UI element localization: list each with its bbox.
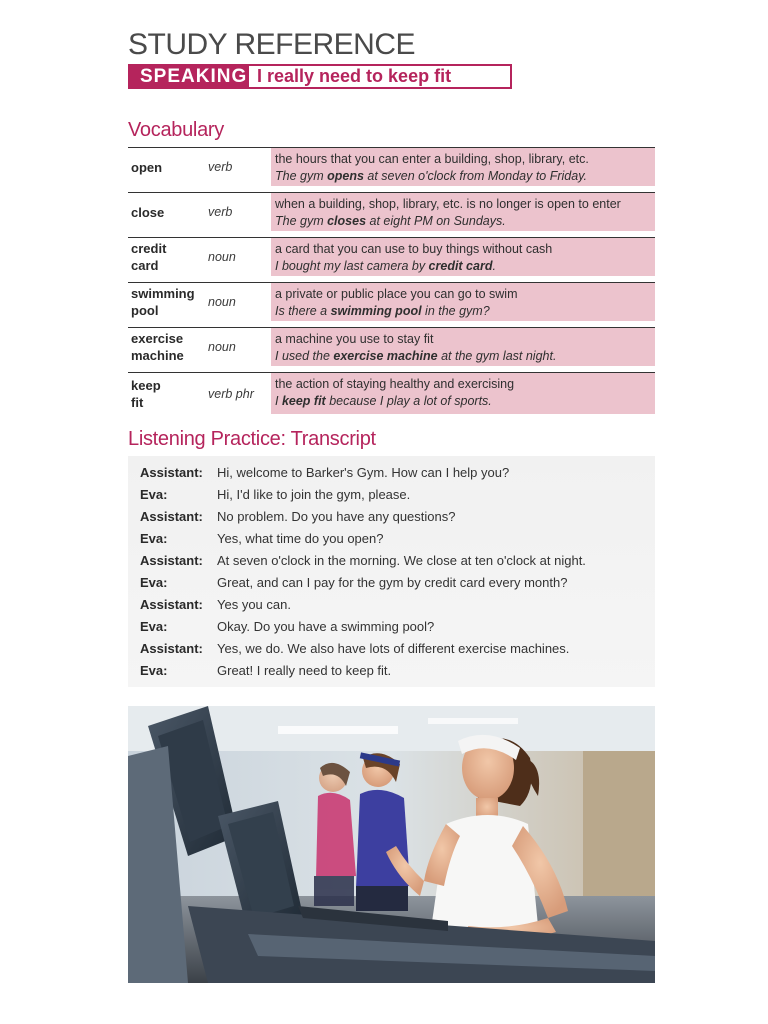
example-text: I bought my last camera by [275, 259, 429, 273]
transcript-utterance: Great! I really need to keep fit. [217, 662, 392, 678]
transcript-line [128, 593, 655, 615]
transcript-box [128, 456, 655, 687]
transcript-utterance: Great, and can I pay for the gym by credit card every month? [217, 574, 568, 590]
example-keyword: keep fit [281, 394, 326, 408]
transcript-line [128, 571, 655, 593]
example-keyword: opens [327, 169, 364, 183]
vocab-example [275, 213, 651, 230]
vocab-row [128, 192, 655, 231]
vocab-definition: when a building, shop, library, etc. is no longer is open to enter [275, 197, 621, 211]
vocab-definition-cell [271, 193, 655, 231]
section-tag: SPEAKING [130, 66, 249, 87]
gym-treadmill-photo [128, 706, 655, 983]
vocab-example [275, 393, 651, 410]
vocab-part-of-speech: verb [208, 205, 233, 219]
transcript-line [128, 505, 655, 527]
vocab-part-of-speech: noun [208, 340, 236, 354]
transcript-speaker: Eva: [140, 662, 168, 678]
vocab-word [128, 238, 208, 276]
vocab-word-line: card [131, 258, 159, 273]
transcript-speaker: Assistant: [140, 508, 203, 524]
transcript-speaker: Assistant: [140, 640, 203, 656]
vocab-word-line: close [131, 204, 165, 220]
transcript-line [128, 461, 655, 483]
listening-heading: Listening Practice: Transcript [128, 428, 376, 450]
example-text: because I play a lot of sports. [325, 394, 492, 408]
transcript-speaker: Eva: [140, 618, 168, 634]
study-reference-page [128, 28, 655, 687]
vocab-row [128, 147, 655, 186]
transcript-utterance: Hi, I'd like to join the gym, please. [217, 486, 411, 502]
vocab-part-of-speech: noun [208, 295, 236, 309]
transcript-utterance: Yes, we do. We also have lots of different exercise machines. [217, 640, 570, 656]
example-text: at the gym last night. [437, 349, 557, 363]
vocab-word-line: credit [131, 241, 167, 256]
vocab-row [128, 282, 655, 321]
vocab-definition-cell [271, 283, 655, 321]
vocab-word-line: swimming [131, 286, 195, 301]
vocab-part-of-speech: verb phr [208, 386, 254, 401]
vocab-definition: the hours that you can enter a building, shop, library, etc. [275, 152, 589, 166]
example-keyword: exercise machine [333, 349, 438, 363]
transcript-line [128, 549, 655, 571]
transcript-utterance: At seven o'clock in the morning. We close at ten o'clock at night. [217, 552, 586, 568]
vocab-definition: the action of staying healthy and exercising [275, 377, 515, 391]
vocab-word [128, 328, 208, 366]
transcript-utterance: Okay. Do you have a swimming pool? [217, 618, 435, 634]
vocab-word-line: fit [131, 394, 144, 410]
example-text: The gym [275, 169, 328, 183]
example-keyword: credit card [428, 259, 493, 273]
transcript-line [128, 659, 655, 681]
lesson-banner [128, 64, 512, 89]
transcript-utterance: No problem. Do you have any questions? [217, 508, 456, 524]
vocab-definition-cell [271, 148, 655, 186]
vocab-definition: a card that you can use to buy things without cash [275, 242, 553, 256]
transcript-speaker: Eva: [140, 574, 168, 590]
vocab-part-of-speech: noun [208, 250, 236, 264]
example-text: The gym [275, 214, 328, 228]
example-text: I [275, 394, 282, 408]
vocab-word-line: pool [131, 303, 159, 318]
vocab-row [128, 327, 655, 366]
example-keyword: closes [327, 214, 367, 228]
example-text: . [492, 259, 496, 273]
example-text: Is there a [275, 304, 331, 318]
vocab-example [275, 348, 651, 365]
transcript-speaker: Assistant: [140, 552, 203, 568]
page-title: STUDY REFERENCE [128, 28, 415, 61]
vocab-word-line: open [131, 159, 163, 175]
vocab-word-line: exercise [131, 331, 184, 346]
vocab-row [128, 372, 655, 414]
vocab-word [128, 283, 208, 321]
example-text: at eight PM on Sundays. [366, 214, 506, 228]
transcript-line [128, 527, 655, 549]
example-text: I used the [275, 349, 334, 363]
vocab-word [128, 373, 208, 414]
vocab-word [128, 193, 208, 231]
example-keyword: swimming pool [330, 304, 422, 318]
vocab-word [128, 148, 208, 186]
transcript-utterance: Yes you can. [217, 596, 291, 612]
transcript-speaker: Assistant: [140, 596, 203, 612]
transcript-line [128, 615, 655, 637]
vocab-row [128, 237, 655, 276]
transcript-speaker: Eva: [140, 530, 168, 546]
vocabulary-table [128, 147, 655, 414]
transcript-utterance: Hi, welcome to Barker's Gym. How can I help you? [217, 464, 510, 480]
vocab-example [275, 168, 651, 185]
vocab-definition: a machine you use to stay fit [275, 332, 434, 346]
transcript-line [128, 637, 655, 659]
example-text: in the gym? [421, 304, 490, 318]
transcript-speaker: Assistant: [140, 464, 203, 480]
vocab-word-line: keep [131, 377, 161, 393]
transcript-speaker: Eva: [140, 486, 168, 502]
vocab-definition-cell [271, 238, 655, 276]
vocabulary-heading: Vocabulary [128, 119, 224, 141]
vocab-definition: a private or public place you can go to swim [275, 287, 518, 301]
vocab-definition-cell [271, 328, 655, 366]
example-text: at seven o'clock from Monday to Friday. [363, 169, 587, 183]
vocab-word-line: machine [131, 348, 184, 363]
vocab-example [275, 258, 651, 275]
vocab-example [275, 303, 651, 320]
vocab-part-of-speech: verb [208, 160, 233, 174]
transcript-line [128, 483, 655, 505]
vocab-definition-cell [271, 373, 655, 414]
transcript-utterance: Yes, what time do you open? [217, 530, 384, 546]
lesson-title: I really need to keep fit [249, 66, 451, 87]
